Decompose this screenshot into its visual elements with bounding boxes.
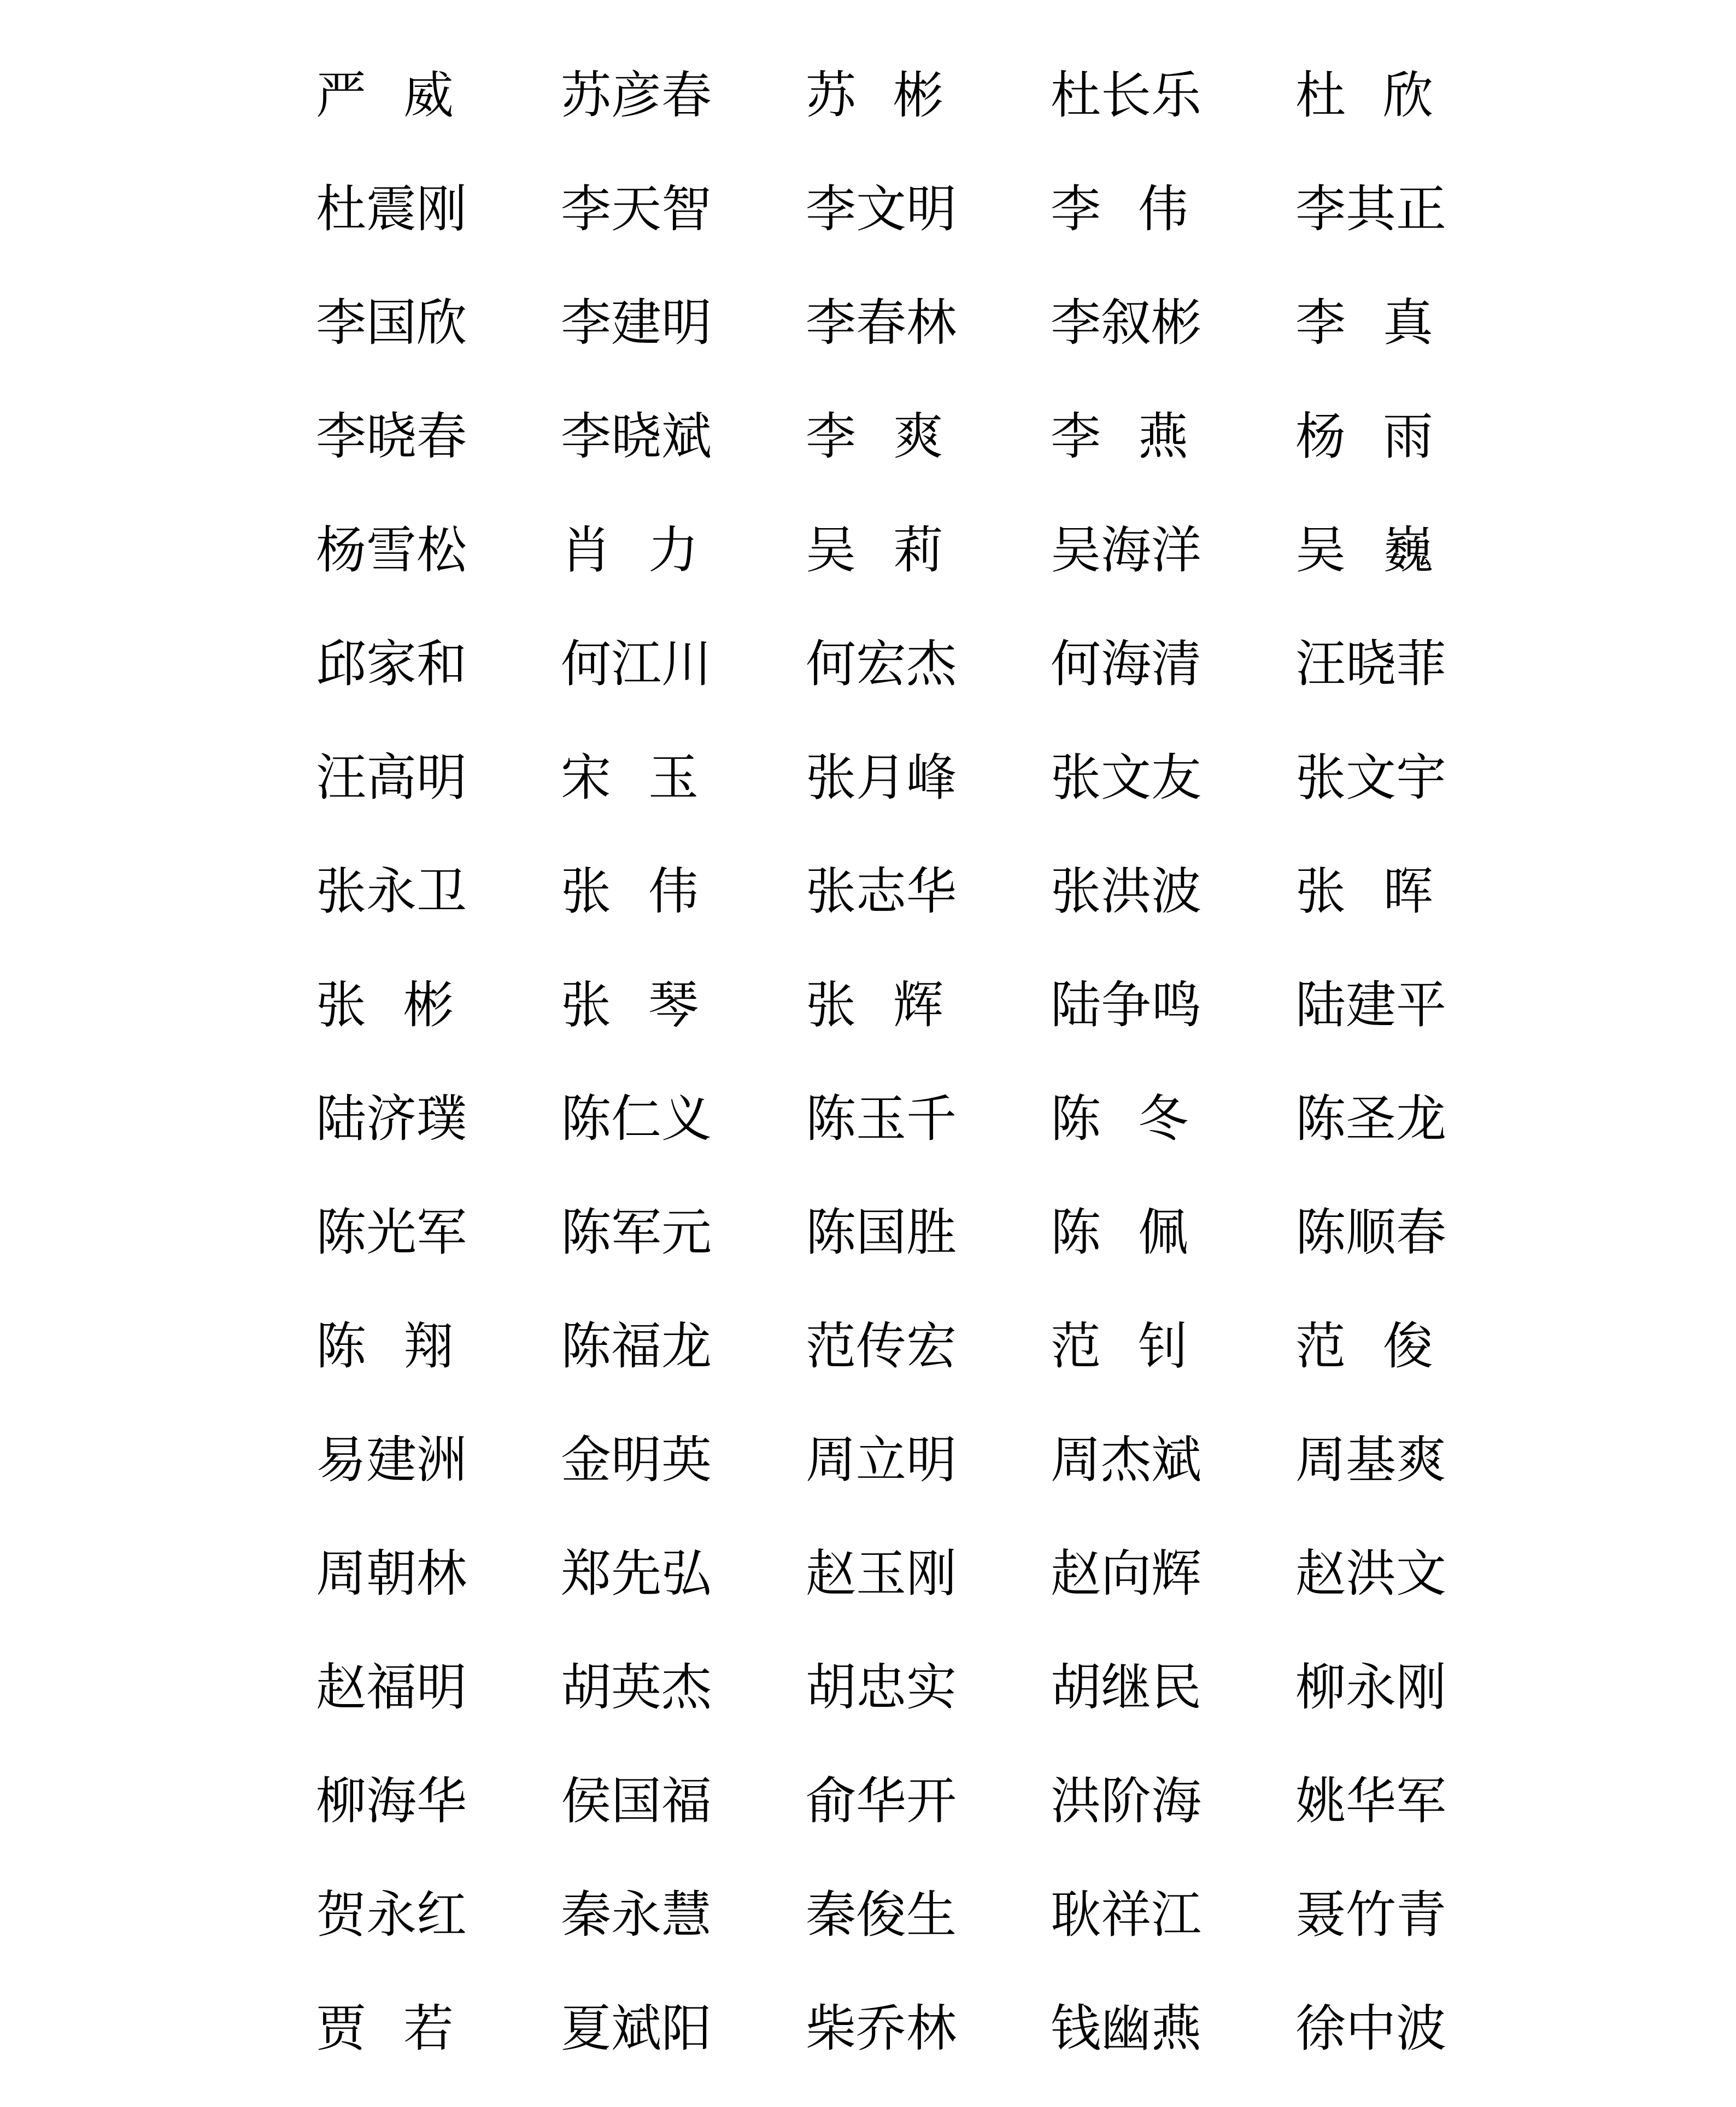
name-entry: 贾 若 xyxy=(316,1999,454,2058)
name-entry: 范传宏 xyxy=(806,1317,957,1376)
name-entry: 李建明 xyxy=(561,294,712,352)
name-entry: 陆争鸣 xyxy=(1051,976,1202,1034)
name-entry: 严 威 xyxy=(316,66,454,125)
name-entry: 陈 佩 xyxy=(1051,1203,1188,1262)
name-entry: 吴海洋 xyxy=(1051,521,1202,580)
name-entry: 吴 巍 xyxy=(1295,521,1433,580)
name-entry: 李国欣 xyxy=(316,294,467,352)
name-entry: 李晓春 xyxy=(316,407,467,466)
name-entry: 洪阶海 xyxy=(1051,1772,1202,1830)
name-entry: 宋 玉 xyxy=(561,748,699,807)
name-entry: 秦俊生 xyxy=(806,1886,957,1944)
name-entry: 柳海华 xyxy=(316,1772,467,1830)
name-entry: 秦永慧 xyxy=(561,1886,712,1944)
name-entry: 肖 力 xyxy=(561,521,699,580)
name-entry: 胡英杰 xyxy=(561,1658,712,1717)
name-entry: 苏彦春 xyxy=(561,66,712,125)
name-entry: 赵福明 xyxy=(316,1658,467,1717)
name-entry: 徐中波 xyxy=(1295,1999,1447,2058)
name-entry: 李 爽 xyxy=(806,407,943,466)
name-entry: 李叙彬 xyxy=(1051,294,1202,352)
name-entry: 陈 冬 xyxy=(1051,1090,1188,1148)
name-entry: 易建洲 xyxy=(316,1431,467,1489)
name-entry: 杜 欣 xyxy=(1295,66,1433,125)
name-entry: 邱家和 xyxy=(316,635,467,693)
name-entry: 张 琴 xyxy=(561,976,699,1034)
name-entry: 俞华开 xyxy=(806,1772,957,1830)
name-entry: 陈圣龙 xyxy=(1295,1090,1447,1148)
name-entry: 杨雪松 xyxy=(316,521,467,580)
name-entry: 陆建平 xyxy=(1295,976,1447,1034)
name-entry: 陈仁义 xyxy=(561,1090,712,1148)
name-entry: 何海清 xyxy=(1051,635,1202,693)
name-entry: 柴乔林 xyxy=(806,1999,957,2058)
name-entry: 张 辉 xyxy=(806,976,943,1034)
name-entry: 杜震刚 xyxy=(316,180,467,238)
name-entry: 张永卫 xyxy=(316,862,467,921)
name-entry: 侯国福 xyxy=(561,1772,712,1830)
name-entry: 范 俊 xyxy=(1295,1317,1433,1376)
name-entry: 钱幽燕 xyxy=(1051,1999,1202,2058)
name-entry: 夏斌阳 xyxy=(561,1999,712,2058)
name-entry: 张文宇 xyxy=(1295,748,1447,807)
name-entry: 陆济璞 xyxy=(316,1090,467,1148)
name-entry: 张 彬 xyxy=(316,976,454,1034)
name-list xyxy=(316,60,1464,2107)
name-entry: 耿祥江 xyxy=(1051,1886,1202,1944)
name-entry: 赵玉刚 xyxy=(806,1544,957,1603)
name-entry: 何江川 xyxy=(561,635,712,693)
name-entry: 贺永红 xyxy=(316,1886,467,1944)
name-entry: 李 真 xyxy=(1295,294,1433,352)
name-entry: 张月峰 xyxy=(806,748,957,807)
name-entry: 周朝林 xyxy=(316,1544,467,1603)
name-entry: 汪高明 xyxy=(316,748,467,807)
name-entry: 张洪波 xyxy=(1051,862,1202,921)
name-entry: 李 燕 xyxy=(1051,407,1188,466)
name-entry: 李春林 xyxy=(806,294,957,352)
name-entry: 聂竹青 xyxy=(1295,1886,1447,1944)
name-entry: 张志华 xyxy=(806,862,957,921)
name-entry: 李文明 xyxy=(806,180,957,238)
name-entry: 吴 莉 xyxy=(806,521,943,580)
name-entry: 金明英 xyxy=(561,1431,712,1489)
name-entry: 杨 雨 xyxy=(1295,407,1433,466)
name-entry: 张 晖 xyxy=(1295,862,1433,921)
name-entry: 赵洪文 xyxy=(1295,1544,1447,1603)
name-entry: 张文友 xyxy=(1051,748,1202,807)
name-entry: 李 伟 xyxy=(1051,180,1188,238)
name-entry: 张 伟 xyxy=(561,862,699,921)
name-entry: 周基爽 xyxy=(1295,1431,1447,1489)
name-entry: 杜长乐 xyxy=(1051,66,1202,125)
name-entry: 李晓斌 xyxy=(561,407,712,466)
name-entry: 胡忠实 xyxy=(806,1658,957,1717)
name-entry: 姚华军 xyxy=(1295,1772,1447,1830)
name-entry: 李天智 xyxy=(561,180,712,238)
name-entry: 周立明 xyxy=(806,1431,957,1489)
name-entry: 汪晓菲 xyxy=(1295,635,1447,693)
name-entry: 陈顺春 xyxy=(1295,1203,1447,1262)
name-entry: 柳永刚 xyxy=(1295,1658,1447,1717)
name-entry: 陈玉千 xyxy=(806,1090,957,1148)
name-entry: 李其正 xyxy=(1295,180,1447,238)
name-entry: 陈军元 xyxy=(561,1203,712,1262)
name-entry: 赵向辉 xyxy=(1051,1544,1202,1603)
name-entry: 周杰斌 xyxy=(1051,1431,1202,1489)
name-entry: 陈光军 xyxy=(316,1203,467,1262)
name-entry: 何宏杰 xyxy=(806,635,957,693)
name-entry: 范 钊 xyxy=(1051,1317,1188,1376)
name-entry: 陈福龙 xyxy=(561,1317,712,1376)
name-entry: 陈 翔 xyxy=(316,1317,454,1376)
name-entry: 苏 彬 xyxy=(806,66,943,125)
name-entry: 郑先弘 xyxy=(561,1544,712,1603)
name-entry: 胡继民 xyxy=(1051,1658,1202,1717)
name-entry: 陈国胜 xyxy=(806,1203,957,1262)
